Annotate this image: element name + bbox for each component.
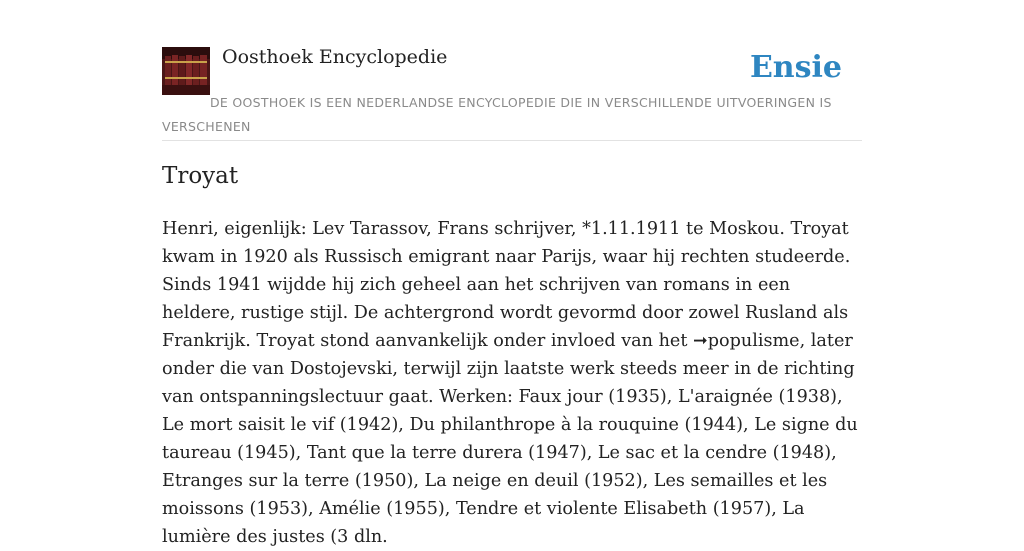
encyclopedia-books-icon[interactable] — [162, 47, 210, 95]
article-text-part-1: Henri, eigenlijk: Lev Tarassov, Frans schrijver, *1.11.1911 te Moskou. Troyat kwam in 1920 als Russisch emigrant naar Parijs, waar hij rechten studeerde. Sinds 1941 wijdde hij zich geheel aan het schrijven van romans in een heldere, rustige stijl. De achtergrond wordt gevormd door zowel Rusland als Frankrijk. Troyat stond aanvankelijk onder invloed van het — [162, 219, 851, 351]
article-text-part-2: , later onder die van Dostojevski, terwijl zijn laatste werk steeds meer in de richting van ontspanningslectuur gaat. Werken: Faux jour (1935), L'araignée (1938), Le mort saisit le vif (1942), Du philanthrope à la rouquine (1944), Le signe du taureau (1945), Tant que la terre durera (1947), Le sac et la cendre (1948), Etranges sur la terre (1950), La neige en deuil (1952), Les semailles et les moissons (1953), Amélie (1955), Tendre et violente Elisabeth (1957), La lumière des justes (3 dln. — [162, 331, 858, 547]
site-header — [162, 46, 862, 141]
article-body — [162, 215, 867, 551]
populisme-link[interactable]: ➞populisme — [693, 331, 800, 351]
site-name-link[interactable]: Oosthoek Encyclopedie — [222, 46, 448, 68]
site-tagline: DE OOSTHOEK IS EEN NEDERLANDSE ENCYCLOPEDIE DIE IN VERSCHILLENDE UITVOERINGEN IS VERSCHENEN — [162, 95, 832, 134]
ensie-logo-link[interactable]: Ensie — [749, 50, 842, 85]
article-title: Troyat — [162, 163, 239, 189]
